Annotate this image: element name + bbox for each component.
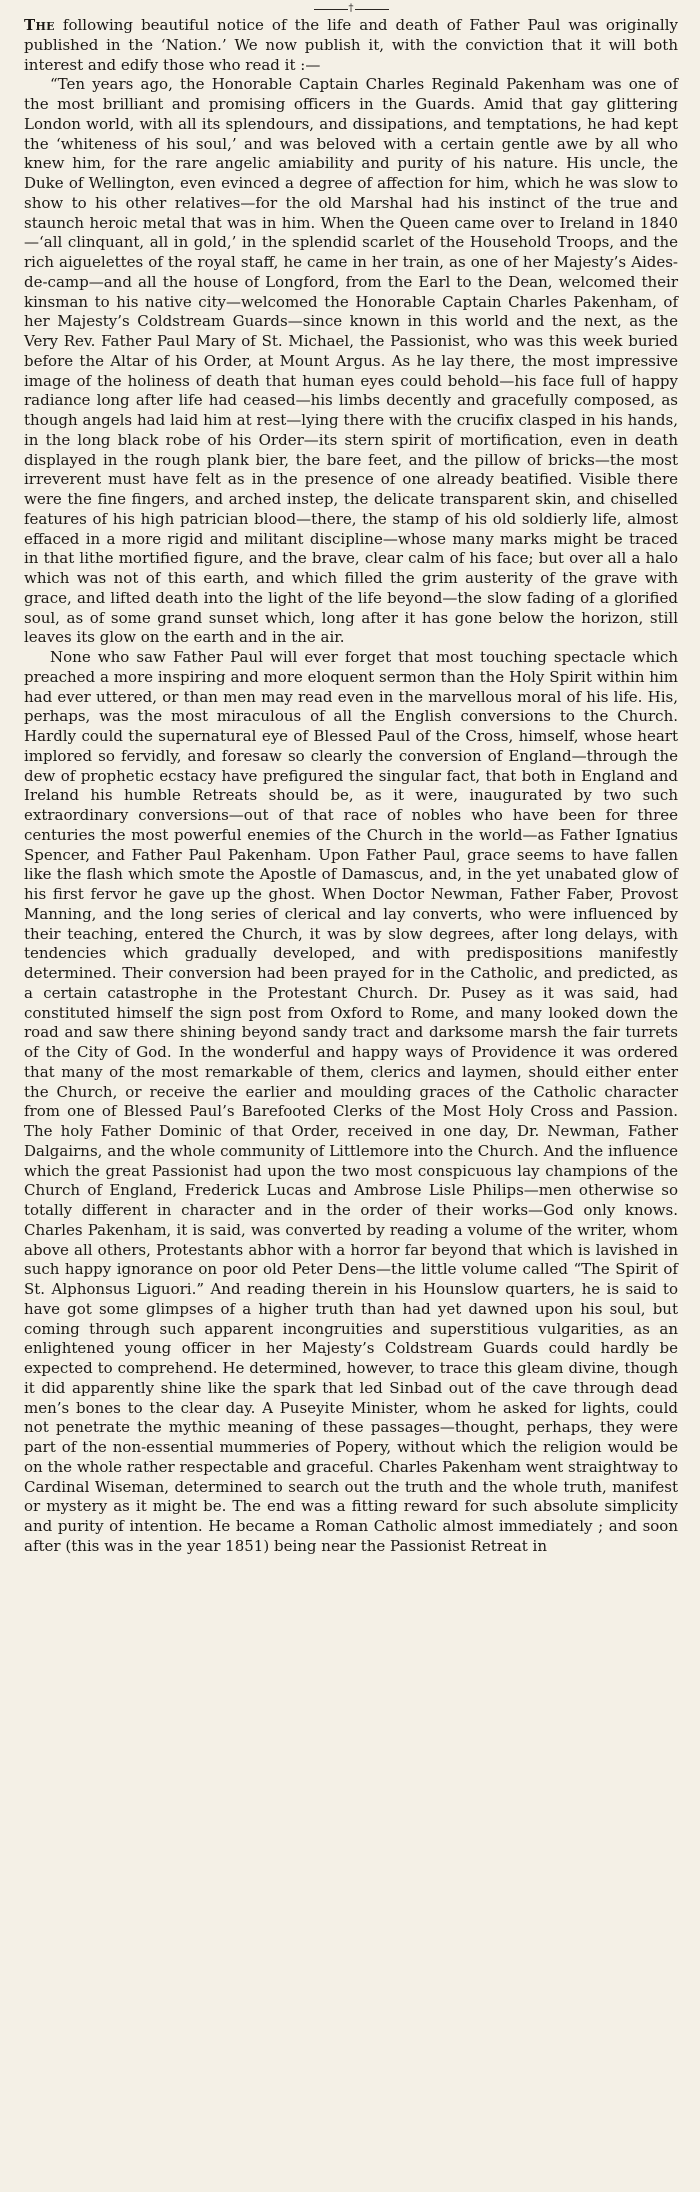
article-paragraph-2: None who saw Father Paul will ever forget that most touching spectacle which preached a more inspiring and more eloquent sermon than the Holy Spirit within him had ever uttered, or than men may read even in the marvellous moral of his life. His, perhaps, was the most miraculous of all the English conversions to the Church. Hardly could the supernatural eye of Blessed Paul of the Cross, himself, whose heart implored so fervidly, and foresaw so clearly the conversion of England—through the dew of prophetic ecstacy have prefigured the singular fact, that both in England and Ireland his humble Retreats should be, as it were, inaugurated by two such extraordinary conversions—out of that race of nobles who have been for three centuries the most powerful enemies of the Church in the world—as Father Ignatius Spencer, and Father Paul Pakenham. Upon Father Paul, grace seems to have fallen like the flash which smote the Apostle of Damascus, and, in the yet unabated glow of his first fervor he gave up the ghost. When Doctor Newman, Father Faber, Provost Manning, and the long series of clerical and lay converts, who were influenced by their teaching, entered the Church, it was by slow degrees, after long delays, with tendencies which gradually developed, and with predispositions manifestly determined. Their conversion had been prayed for in the Catholic, and predicted, as a certain catastrophe in the Protestant Church. Dr. Pusey as it was said, had constituted himself the sign post from Oxford to Rome, and many looked down the road and saw there shining beyond sandy tract and darksome marsh the fair turrets of the City of God. In the wonderful and happy ways of Providence it was ordered that many of the most remarkable of them, clerics and laymen, should either enter the Church, or receive the earlier and moulding graces of the Catholic character from one of Blessed Paul’s Barefooted Clerks of the Most Holy Cross and Passion. The holy Father Dominic of that Order, received in one day, Dr. Newman, Father Dalgairns, and the whole community of Littlemore into the Church. And the influence which the great Passionist had upon the two most conspicuous lay champions of the Church of England, Frederick Lucas and Ambrose Lisle Philips—men otherwise so totally different in character and in the order of their works—God only knows. Charles Pakenham, it is said, was converted by reading a volume of the writer, whom above all others, Protestants abhor with a horror far beyond that which is lavished in such happy ignorance on poor old Peter Dens—the little volume called “The Spirit of St. Alphonsus Liguori.” And reading therein in his Hounslow quarters, he is said to have got some glimpses of a higher truth than had yet dawned upon his soul, but coming through such apparent incongruities and superstitious vulgarities, as an enlightened young officer in her Majesty’s Coldstream Guards could hardly be expected to comprehend. He determined, however, to trace this gleam divine, though it did apparently shine like the spark that led Sinbad out of the cave through dead men’s bones to the clear day. A Puseyite Minister, whom he asked for lights, could not penetrate the mythic meaning of these passages—thought, perhaps, they were part of the non-essential mummeries of Popery, without which the religion would be on the whole rather respectable and graceful. Charles Pakenham went straightway to Cardinal Wiseman, determined to search out the truth and the whole truth, manifest or mystery as it might be. The end was a fitting reward for such absolute simplicity and purity of intention. He became a Roman Catholic almost immediately ; and soon after (this was in the year 1851) being near the Passionist Retreat in	[24, 648, 678, 1555]
section-separator	[24, 4, 678, 14]
intro-paragraph	[24, 16, 678, 75]
separator-dagger-mark: †	[348, 3, 354, 14]
intro-lead-word: The	[24, 16, 55, 34]
article-column	[24, 16, 678, 1557]
article-paragraph-1: “Ten years ago, the Honorable Captain Charles Reginald Pakenham was one of the most brilliant and promising officers in the Guards. Amid that gay glittering London world, with all its splendours, and dissipations, and temptations, he had kept the ‘whiteness of his soul,’ and was beloved with a certain gentle awe by all who knew him, for the rare angelic amiability and purity of his nature. His uncle, the Duke of Wellington, even evinced a degree of affection for him, which he was slow to show to his other relatives—for the old Marshal had his instinct of the true and staunch heroic metal that was in him. When the Queen came over to Ireland in 1840—‘all clinquant, all in gold,’ in the splendid scarlet of the Household Troops, and the rich aiguelettes of the royal staff, he came in her train, as one of her Majesty’s Aides-de-camp—and all the house of Longford, from the Earl to the Dean, welcomed their kinsman to his native city—welcomed the Honorable Captain Charles Pakenham, of her Majesty’s Coldstream Guards—since known in this world and the next, as the Very Rev. Father Paul Mary of St. Michael, the Passionist, who was this week buried before the Altar of his Order, at Mount Argus. As he lay there, the most impressive image of the holiness of death that human eyes could behold—his face full of happy radiance long after life had ceased—his limbs decently and gracefully composed, as though angels had laid him at rest—lying there with the crucifix clasped in his hands, in the long black robe of his Order—its stern spirit of mortification, even in death displayed in the rough plank bier, the bare feet, and the pillow of bricks—the most irreverent must have felt as in the presence of one already beatified. Visible there were the fine fingers, and arched instep, the delicate transparent skin, and chiselled features of his high patrician blood—there, the stamp of his old soldierly life, almost effaced in a more rigid and militant discipline—whose many marks might be traced in that lithe mortified figure, and the brave, clear calm of his face; but over all a halo which was not of this earth, and which filled the grim austerity of the grave with grace, and lifted death into the light of the life beyond—the slow fading of a glorified soul, as of some grand sunset which, long after it has gone below the horizon, still leaves its glow on the earth and in the air.	[24, 75, 678, 647]
separator-rule-left	[314, 9, 348, 10]
intro-text: following beautiful notice of the life and death of Father Paul was originally published in the ‘Nation.’ We now publish it, with the conviction that it will both interest and edify those who read it :—	[24, 16, 678, 74]
separator-rule-right	[355, 9, 389, 10]
